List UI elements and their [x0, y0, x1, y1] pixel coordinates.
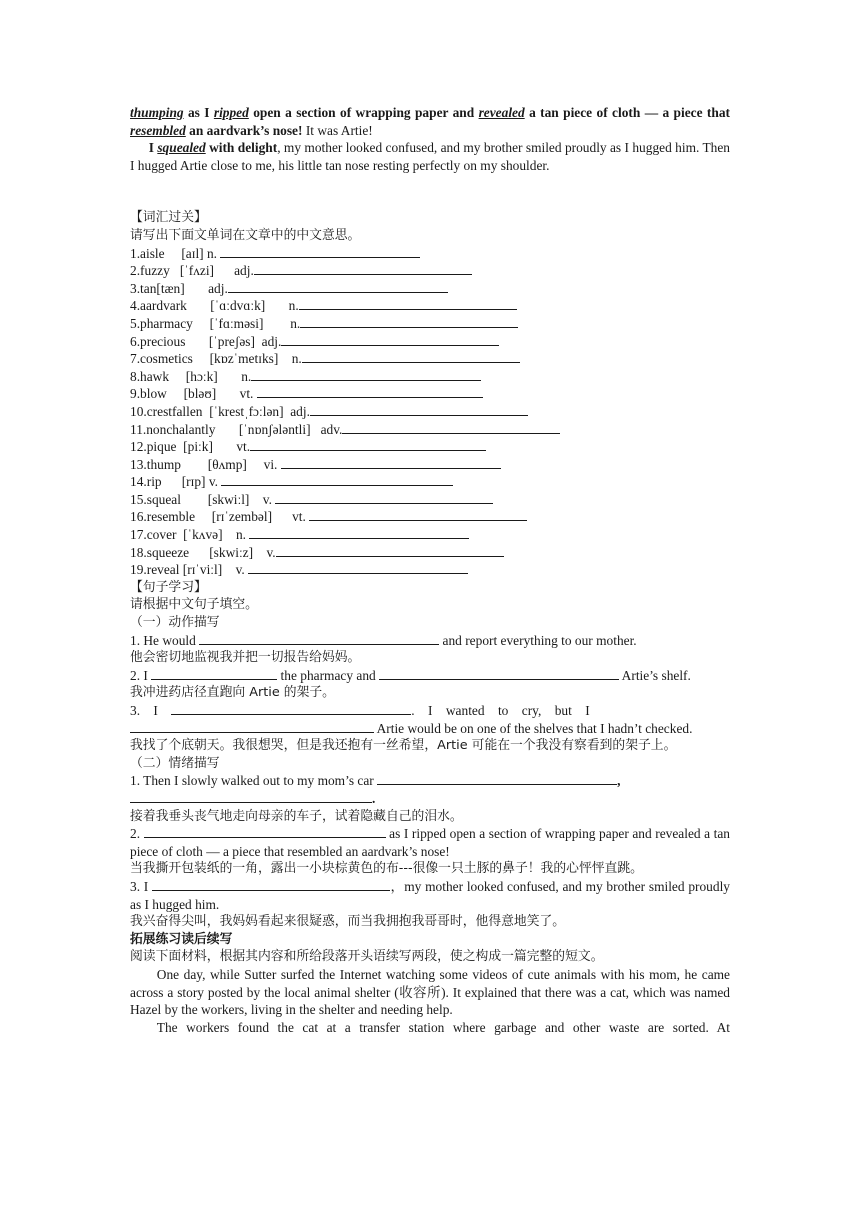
vocab-term: 7.cosmetics [kɒzˈmetɪks] n.	[130, 351, 302, 367]
answer-blank[interactable]	[130, 720, 374, 733]
story-text: , my mother looked confused, and my brother smiled proudly as I hugged him. Then I hugged Artie close to me, his little tan nose resting perfectly on my shoulder.	[130, 140, 730, 173]
emotion-3	[130, 878, 730, 913]
vocab-term: 13.thump [θʌmp] vi.	[130, 456, 281, 472]
story-text: I	[148, 140, 158, 156]
sentence-1	[130, 632, 730, 650]
story-text: as I	[183, 105, 214, 120]
vocab-term: 2.fuzzy [ˈfʌzi] adj.	[130, 263, 254, 279]
sentence-2	[130, 667, 730, 685]
sentence-3-cn: 我找了个底朝天。我很想哭，但是我还抱有一丝希望，Artie 可能在一个我没有察看到的架子上。	[130, 738, 677, 754]
sentence-text: ,	[617, 773, 621, 789]
story-text: with delight	[205, 140, 278, 156]
vocab-term: 16.resemble [rɪˈzembəl] vt.	[130, 509, 310, 525]
sentence-text: as I ripped open a section of wrapping paper and revealed a tan piece of cloth — a piece that resembled an aardvark’s nose!	[130, 826, 730, 859]
sentence-heading: 【句子学习】	[130, 579, 207, 595]
vocab-item	[130, 297, 730, 315]
sentence-2-cn: 我冲进药店径直跑向 Artie 的架子。	[130, 685, 335, 701]
answer-blank[interactable]	[152, 878, 390, 891]
answer-blank[interactable]	[310, 403, 528, 416]
story-text: an aardvark’s nose!	[185, 122, 303, 138]
sentence-text: Artie’s shelf.	[619, 667, 691, 683]
vocab-term: 6.precious [ˈpreʃəs] adj.	[130, 333, 282, 349]
answer-blank[interactable]	[257, 385, 483, 398]
sentence-text: 1. He would	[130, 632, 200, 648]
extension-instruction: 阅读下面材料，根据其内容和所给段落开头语续写两段，使之构成一篇完整的短文。	[130, 949, 604, 965]
vocab-term: 17.cover [ˈkʌvə] n.	[130, 527, 250, 543]
answer-blank[interactable]	[228, 280, 448, 293]
vocab-word: squealed	[157, 140, 206, 156]
vocab-word: ripped	[213, 105, 249, 120]
vocab-term: 15.squeal [skwiːl] v.	[130, 491, 276, 507]
vocab-term: 9.blow [bləʊ] vt.	[130, 386, 257, 402]
answer-blank[interactable]	[302, 350, 520, 363]
sentence-text: 2.	[130, 826, 144, 842]
vocab-item	[130, 456, 730, 474]
emotion-1-cn: 接着我垂头丧气地走向母亲的车子，试着隐藏自己的泪水。	[130, 808, 463, 824]
vocab-item	[130, 403, 730, 421]
sentence-text: Artie would be on one of the shelves that I hadn’t checked.	[374, 720, 693, 736]
answer-blank[interactable]	[300, 315, 518, 328]
vocab-item	[130, 421, 730, 439]
vocab-item	[130, 473, 730, 491]
answer-blank[interactable]	[248, 561, 468, 574]
answer-blank[interactable]	[299, 297, 517, 310]
sentence-instruction: 请根据中文句子填空。	[130, 597, 258, 613]
vocab-term: 5.pharmacy [ˈfɑːməsi] n.	[130, 315, 301, 331]
vocab-word: thumping	[130, 105, 184, 120]
story-text: a tan piece of cloth — a piece that	[524, 105, 730, 120]
answer-blank[interactable]	[249, 526, 469, 539]
emotion-1	[130, 772, 730, 790]
emotion-1-cont	[130, 790, 730, 808]
subheading-action: （一）动作描写	[130, 615, 220, 631]
vocab-item	[130, 350, 730, 368]
answer-blank[interactable]	[309, 508, 527, 521]
vocab-item	[130, 438, 730, 456]
vocab-item	[130, 368, 730, 386]
answer-blank[interactable]	[251, 368, 481, 381]
answer-blank[interactable]	[254, 262, 472, 275]
emotion-3-cn: 我兴奋得尖叫，我妈妈看起来很疑惑，而当我拥抱我哥哥时，他得意地笑了。	[130, 914, 566, 930]
vocab-item	[130, 385, 730, 403]
answer-blank[interactable]	[377, 772, 617, 785]
sentence-text: . I wanted to cry, but I	[411, 703, 590, 718]
vocab-item	[130, 280, 730, 298]
sentence-text: ，my mother looked confused, and my brother smiled proudly as I hugged him.	[130, 878, 730, 912]
answer-blank[interactable]	[281, 333, 499, 346]
vocab-term: 18.squeeze [skwiːz] v.	[130, 544, 276, 560]
sentence-text: 3. I	[130, 703, 158, 718]
vocab-list	[130, 245, 730, 579]
answer-blank[interactable]	[144, 825, 386, 838]
sentence-3	[130, 702, 730, 720]
answer-blank[interactable]	[342, 421, 560, 434]
story-text: open a section of wrapping paper and	[248, 105, 479, 120]
vocab-term: 11.nonchalantly [ˈnɒnʃələntli] adv.	[130, 421, 343, 437]
answer-blank[interactable]	[151, 667, 277, 680]
vocab-term: 1.aisle [aɪl] n.	[130, 245, 221, 261]
sentence-1-cn: 他会密切地监视我并把一切报告给妈妈。	[130, 650, 361, 666]
vocab-item	[130, 245, 730, 263]
sentence-text: and report everything to our mother.	[439, 632, 637, 648]
vocab-heading: 【词汇过关】	[130, 210, 207, 226]
story-paragraph-1	[130, 104, 730, 139]
vocab-item	[130, 508, 730, 526]
sentence-text: .	[372, 790, 376, 806]
document-page	[130, 104, 730, 1036]
vocab-term: 12.pique [piːk] vt.	[130, 439, 251, 455]
extension-paragraph-2: The workers found the cat at a transfer station where garbage and other waste are sorted. At	[156, 1019, 730, 1035]
spacer	[130, 174, 730, 209]
answer-blank[interactable]	[130, 790, 372, 803]
answer-blank[interactable]	[379, 667, 619, 680]
vocab-word: resembled	[130, 122, 186, 138]
vocab-term: 3.tan[tæn] adj.	[130, 280, 228, 296]
vocab-item	[130, 544, 730, 562]
answer-blank[interactable]	[221, 473, 453, 486]
answer-blank[interactable]	[171, 702, 411, 715]
extension-paragraph-1: One day, while Sutter surfed the Internet watching some videos of cute animals with his mom, he came across a story posted by the local animal shelter (收容所). It explained that there was a cat, which was named Hazel by the workers, living in the shelter and needing help.	[130, 966, 730, 1018]
vocab-term: 8.hawk [hɔːk] n.	[130, 368, 252, 384]
vocab-term: 19.reveal [rɪˈviːl] v.	[130, 562, 249, 578]
vocab-item	[130, 262, 730, 280]
vocab-term: 4.aardvark [ˈɑːdvɑːk] n.	[130, 298, 299, 314]
extension-heading: 拓展练习读后续写	[130, 931, 233, 947]
vocab-item	[130, 561, 730, 579]
answer-blank[interactable]	[276, 544, 504, 557]
vocab-instruction: 请写出下面文单词在文章中的中文意思。	[130, 227, 361, 243]
vocab-item	[130, 526, 730, 544]
sentence-text: 1. Then I slowly walked out to my mom’s car	[130, 773, 374, 789]
vocab-item	[130, 315, 730, 333]
emotion-2-cn: 当我撕开包装纸的一角，露出一小块棕黄色的布---很像一只土豚的鼻子！我的心怦怦直跳。	[130, 861, 643, 877]
answer-blank[interactable]	[199, 632, 439, 645]
sentence-text: 2. I	[130, 667, 152, 683]
sentence-3-cont	[130, 720, 730, 738]
subheading-emotion: （二）情绪描写	[130, 755, 220, 771]
story-paragraph-2	[130, 139, 730, 174]
emotion-2	[130, 825, 730, 860]
story-text: It was Artie!	[302, 122, 373, 138]
vocab-item	[130, 333, 730, 351]
sentence-text: the pharmacy and	[277, 667, 380, 683]
answer-blank[interactable]	[220, 245, 420, 258]
vocab-term: 10.crestfallen [ˈkrestˌfɔːlən] adj.	[130, 403, 310, 419]
vocab-item	[130, 491, 730, 509]
answer-blank[interactable]	[275, 491, 493, 504]
vocab-term: 14.rip [rɪp] v.	[130, 474, 222, 490]
answer-blank[interactable]	[281, 456, 501, 469]
answer-blank[interactable]	[250, 438, 486, 451]
vocab-word: revealed	[478, 105, 525, 120]
sentence-text: 3. I	[130, 878, 153, 894]
